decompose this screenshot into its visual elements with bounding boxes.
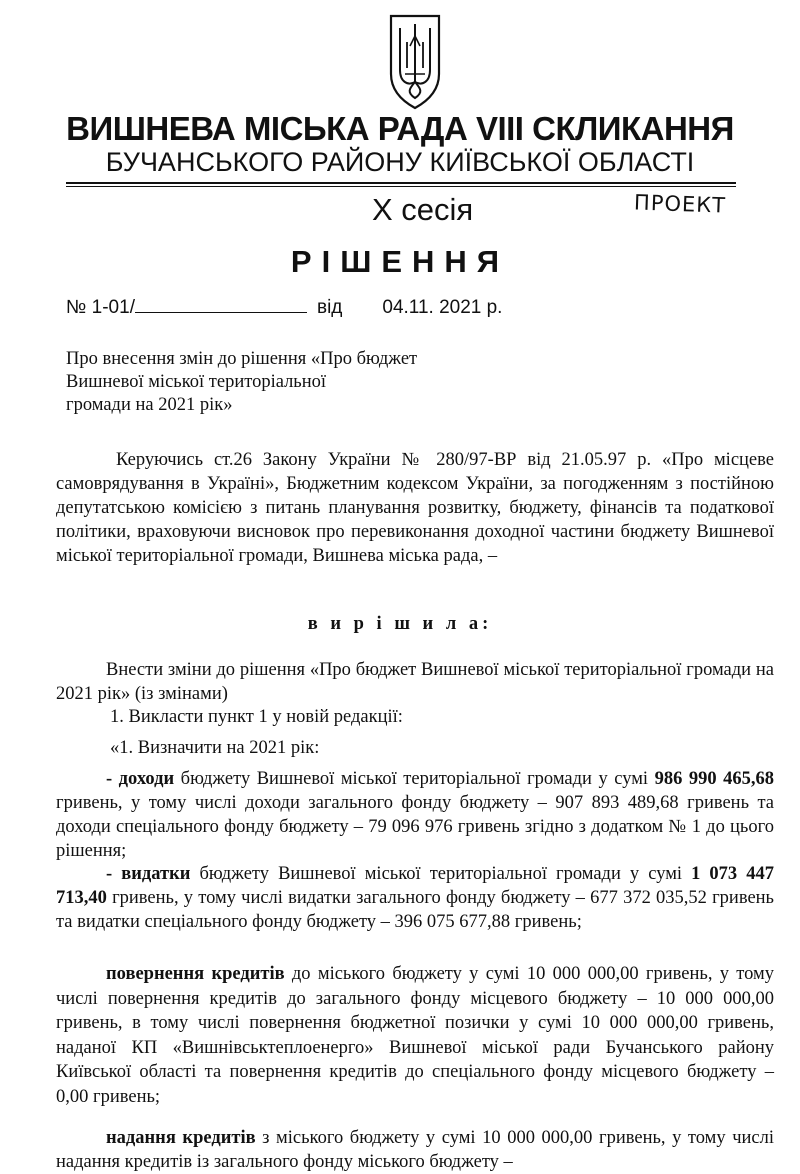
subject-line: громади на 2021 рік»	[66, 395, 233, 415]
session-title: Х сесія	[372, 192, 474, 227]
lending-label: надання кредитів	[106, 1128, 256, 1148]
subject-line: Вишневої міської територіальної	[66, 372, 327, 392]
subject-line: Про внесення змін до рішення «Про бюджет	[66, 349, 418, 369]
from-label: від	[316, 297, 343, 318]
resolved-heading: в и р і ш и л а:	[307, 614, 493, 634]
decision-number-line	[66, 296, 502, 319]
income-text-rest: гривень, у тому числі доходи загального фонду бюджету – 907 893 489,68 гривень та доходи спеціального фонду бюджету – 79 096 976 гривень згідно з додатком № 1 до цього рішення;	[56, 793, 774, 861]
expenses-text-rest: гривень, у тому числі видатки загального фонду бюджету – 677 372 035,52 гривень та видатки спеціального фонду бюджету – 396 075 677,88 гривень;	[56, 888, 774, 932]
header-divider-thin	[66, 186, 736, 187]
number-blank	[135, 296, 307, 313]
lending-text: з міського бюджету у сумі 10 000 000,00 гривень, у тому числі надання кредитів із загального фонду міського бюджету –	[56, 1128, 774, 1172]
council-title: ВИШНЕВА МІСЬКА РАДА VIII СКЛИКАННЯ	[66, 110, 734, 147]
repayment-paragraph	[56, 962, 774, 1109]
coat-of-arms-emblem	[386, 12, 444, 110]
expenses-amount: 1 073 447 713,40	[56, 864, 774, 908]
header-divider-thick	[66, 182, 736, 184]
expenses-label: - видатки	[106, 864, 191, 884]
decision-heading: РІШЕННЯ	[290, 244, 510, 279]
decision-date: 04.11. 2021 р.	[382, 297, 503, 318]
item-1-quote: «1. Визначити на 2021 рік:	[110, 738, 320, 758]
number-label: № 1-01/	[66, 297, 135, 318]
income-text: бюджету Вишневої міської територіальної громади у сумі	[174, 769, 655, 789]
council-subtitle: БУЧАНСЬКОГО РАЙОНУ КИЇВСЬКОЇ ОБЛАСТІ	[105, 147, 695, 177]
income-label: - доходи	[106, 769, 175, 789]
income-amount: 986 990 465,68	[654, 769, 775, 789]
expenses-paragraph	[56, 862, 774, 934]
income-paragraph	[56, 767, 774, 863]
decision-subject	[66, 348, 417, 417]
draft-stamp: ПРОЕКТ	[633, 190, 727, 218]
repayment-text: до міського бюджету у сумі 10 000 000,00 гривень, у тому числі повернення кредитів до загального фонду місцевого бюджету – 10 000 000,00 гривень, в тому числі повернення бюджетної позички у сумі 10 000 000,00 гривень, наданої КП «Вишнівськтеплоенерго» Вишневої міської ради Бучанського району Київської області та повернення кредитів до спеціального фонду місцевого бюджету – 0,00 гривень;	[56, 964, 774, 1107]
preamble-paragraph: Керуючись ст.26 Закону України № 280/97-ВР від 21.05.97 р. «Про місцеве самоврядування в Україні», Бюджетним кодексом України, за погодженням з постійною депутатською комісією з питань планування розвитку, бюджету, фінансів та податкової політики, враховуючи висновок про перевиконання доходної частини бюджету Вишневої міської територіальної громади, Вишнева міська рада, –	[56, 450, 774, 566]
repayment-label: повернення кредитів	[106, 964, 285, 984]
lending-paragraph	[56, 1126, 774, 1174]
intro-paragraph: Внести зміни до рішення «Про бюджет Вишневої міської територіальної громади на 2021 рік» (із змінами)	[56, 660, 774, 704]
expenses-text: бюджету Вишневої міської територіальної громади у сумі	[190, 864, 692, 884]
item-1-line: 1. Викласти пункт 1 у новій редакції:	[110, 707, 403, 727]
